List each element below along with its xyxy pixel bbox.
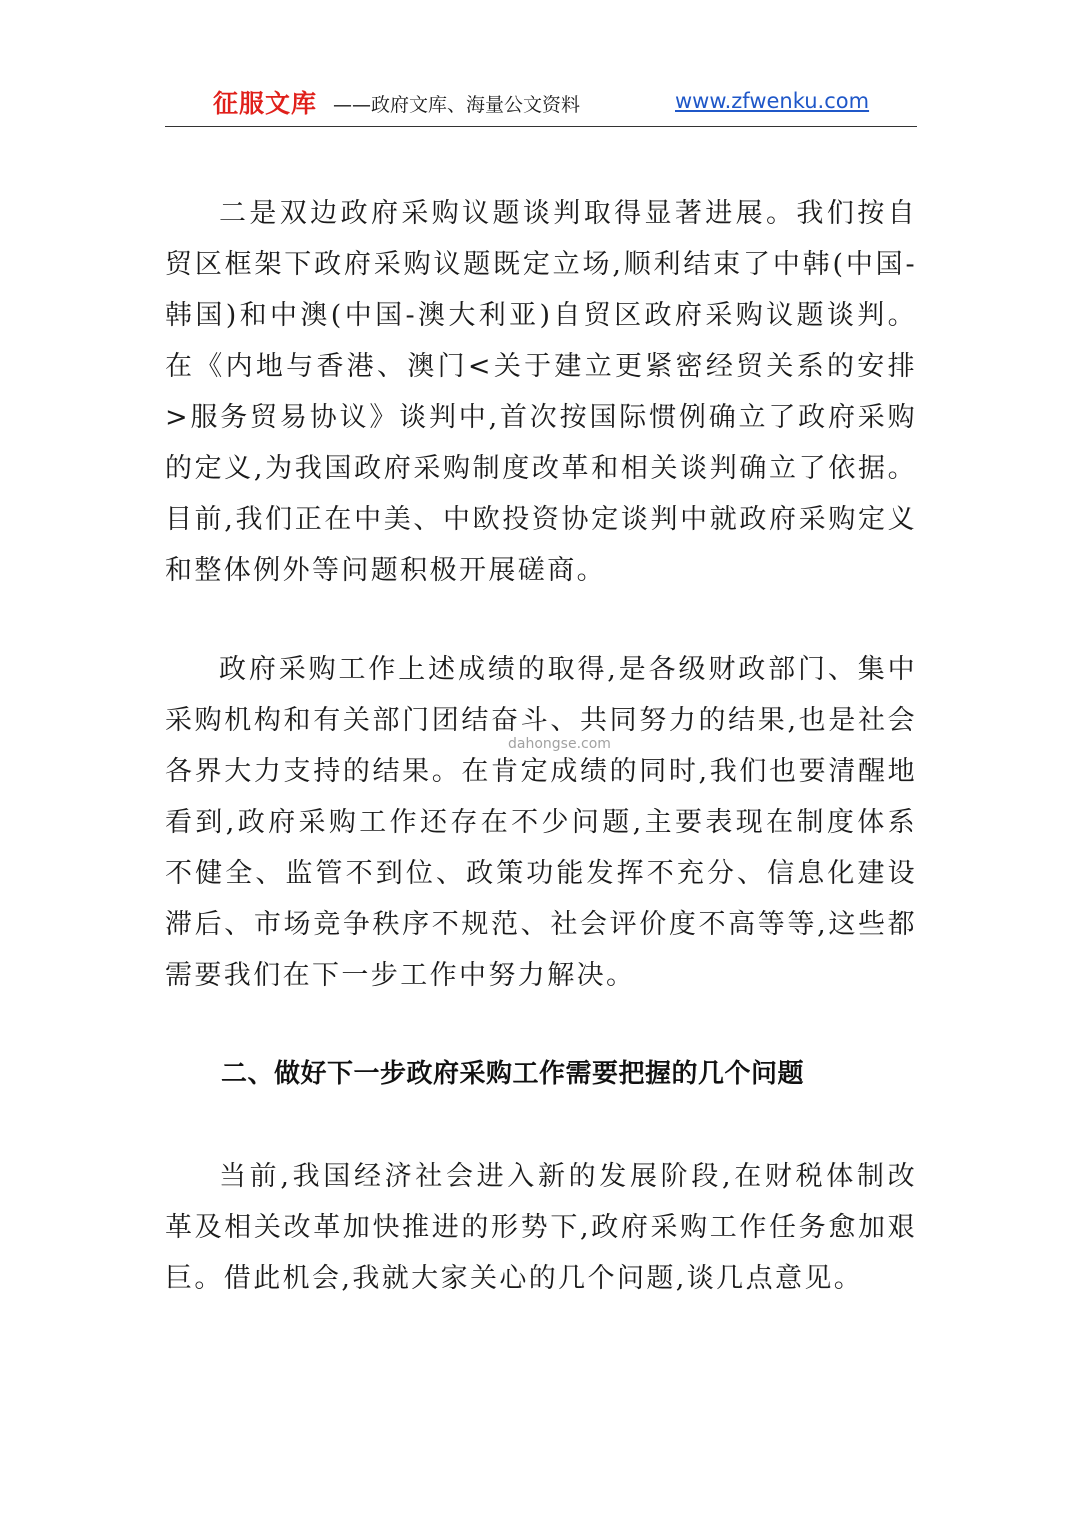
body-paragraph: 二是双边政府采购议题谈判取得显著进展。我们按自贸区框架下政府采购议题既定立场,顺利结束了中韩(中国-韩国)和中澳(中国-澳大利亚)自贸区政府采购议题谈判。在《内地与香港、澳门<关于建立更紧密经贸关系的安排>服务贸易协议》谈判中,首次按国际惯例确立了政府采购的定义,为我国政府采购制度改革和相关谈判确立了依据。目前,我们正在中美、中欧投资协定谈判中就政府采购定义和整体例外等问题积极开展磋商。 (165, 198, 917, 586)
watermark-text: dahongse.com (508, 736, 611, 752)
header-slogan: ——政府文库、海量公文资料 (333, 94, 581, 116)
section-heading: 二、做好下一步政府采购工作需要把握的几个问题 (221, 1059, 805, 1089)
brand-logo-text: 征服文库 (213, 89, 318, 118)
body-paragraph: 政府采购工作上述成绩的取得,是各级财政部门、集中采购机构和有关部门团结奋斗、共同努力的结果,也是社会各界大力支持的结果。在肯定成绩的同时,我们也要清醒地看到,政府采购工作还存在不少问题,主要表现在制度体系不健全、监管不到位、政策功能发挥不充分、信息化建设滞后、市场竞争秩序不规范、社会评价度不高等等,这些都需要我们在下一步工作中努力解决。 (165, 654, 917, 991)
site-url-link[interactable]: www.zfwenku.com (675, 89, 870, 113)
body-paragraph: 当前,我国经济社会进入新的发展阶段,在财税体制改革及相关改革加快推进的形势下,政府采购工作任务愈加艰巨。借此机会,我就大家关心的几个问题,谈几点意见。 (165, 1161, 917, 1294)
page-header (165, 82, 917, 127)
